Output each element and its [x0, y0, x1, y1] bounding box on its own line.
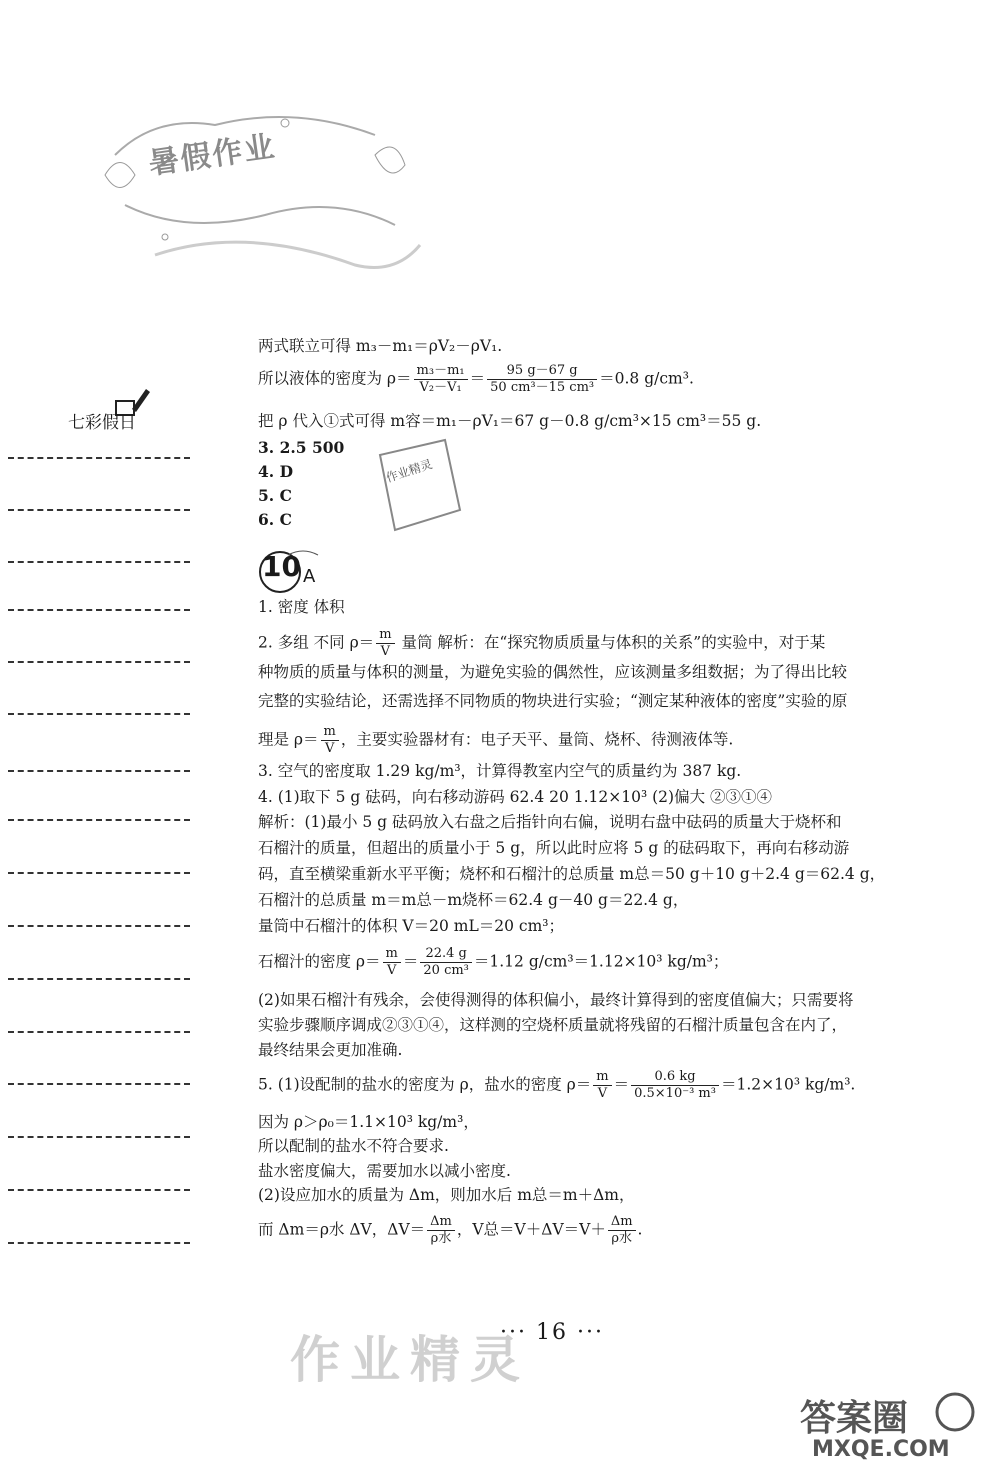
note-line	[8, 978, 190, 980]
note-line	[8, 609, 190, 611]
header-title: 暑假作业	[146, 129, 279, 182]
site-watermark: MXQE.COM	[812, 1437, 950, 1462]
note-line	[8, 872, 190, 874]
text-line: 完整的实验结论，还需选择不同物质的物块进行实验；“测定某种液体的密度”实验的原	[258, 692, 848, 710]
page-number: ··· 16 ···	[500, 1320, 604, 1345]
text-line: 4. (1)取下 5 g 砝码，向右移动游码 62.4 20 1.12×10³ (2)偏大 ②③①④	[258, 788, 772, 806]
stamp-watermark	[365, 435, 465, 535]
text-line: 种物质的质量与体积的测量，为避免实验的偶然性，应该测量多组数据；为了得出比较	[258, 663, 848, 681]
note-line	[8, 1083, 190, 1085]
text-line: 1. 密度 体积	[258, 598, 345, 616]
fraction: $\frac{\text{m₃－m₁}}{\text{V₂－V₁}}$	[414, 363, 468, 396]
text-line: 所以配制的盐水不符合要求.	[258, 1137, 449, 1155]
text-line: 5. (1)设配制的盐水的密度为 ρ，盐水的密度 ρ＝ $\frac{m}{V}$ ＝ $\frac{0.6 kg}{\text{0.5×10⁻³ m³}}$ ＝1.2×10³ kg/m³.	[258, 1069, 856, 1101]
fraction: $\frac{m}{V}$	[593, 1069, 611, 1102]
note-line	[8, 819, 190, 821]
stamp-text: 作业精灵	[384, 456, 435, 486]
fraction: $\frac{m}{V}$	[376, 627, 394, 660]
note-line	[8, 457, 190, 459]
answer-item: 6. C	[258, 510, 292, 529]
note-line	[8, 925, 190, 927]
section-number: 10	[262, 550, 301, 583]
text-line: 2. 多组 不同 ρ＝ $\frac{m}{V}$ 量筒 解析：在“探究物质质量与体积的关系”的实验中，对于某	[258, 627, 826, 659]
note-line	[8, 770, 190, 772]
text-line: 把 ρ 代入①式可得 m容＝m₁－ρV₁＝67 g－0.8 g/cm³×15 cm³＝55 g.	[258, 412, 762, 430]
note-line	[8, 1242, 190, 1244]
text-line: 盐水密度偏大，需要加水以减小密度.	[258, 1162, 511, 1180]
text-line: 量筒中石榴汁的体积 V＝20 mL＝20 cm³；	[258, 917, 565, 935]
answer-item: 5. C	[258, 486, 292, 505]
note-line	[8, 1136, 190, 1138]
footer-watermark: 作业精灵	[290, 1331, 530, 1389]
note-line	[8, 1031, 190, 1033]
text-line: 而 Δm＝ρ水 ΔV，ΔV＝ $\frac{\Delta m}{\text{ρ水}}$ ，V总＝V＋ΔV＝V＋ $\frac{\Delta m}{\text{ρ水}}$ .	[258, 1214, 643, 1246]
text-line: (2)设应加水的质量为 Δm，则加水后 m总＝m＋Δm，	[258, 1186, 635, 1204]
note-line	[8, 1189, 190, 1191]
sidebar-label: 七彩假日	[68, 413, 136, 433]
answer-logo-text: 答案圈	[800, 1398, 909, 1439]
text-line: 所以液体的密度为 ρ＝ $\frac{\text{m₃－m₁}}{\text{V₂－V₁}}$ ＝ $\frac{95 g-67 g}{\text{50 cm³－15 cm³}}$ ＝0.8 g/cm³.	[258, 363, 694, 395]
text-line: 解析：(1)最小 5 g 砝码放入右盘之后指针向右偏，说明右盘中砝码的质量大于烧杯和	[258, 813, 842, 831]
answer-item: 4. D	[258, 462, 294, 481]
text-line: (2)如果石榴汁有残余，会使得测得的体积偏小，最终计算得到的密度值偏大；只需要将	[258, 991, 854, 1009]
note-line	[8, 509, 190, 511]
fraction: $\frac{m}{V}$	[383, 946, 401, 979]
text-line: 理是 ρ＝ $\frac{m}{V}$ ，主要实验器材有：电子天平、量筒、烧杯、待测液体等.	[258, 724, 734, 756]
fraction: $\frac{0.6 kg}{\text{0.5×10⁻³ m³}}$	[631, 1069, 719, 1102]
fraction: $\frac{m}{V}$	[321, 724, 339, 757]
text-line: 因为 ρ＞ρ₀＝1.1×10³ kg/m³，	[258, 1113, 479, 1131]
text-line: 实验步骤顺序调成②③①④，这样测的空烧杯质量就将残留的石榴汁质量包含在内了，	[258, 1016, 848, 1034]
fraction: $\frac{95 g-67 g}{\text{50 cm³－15 cm³}}$	[487, 363, 597, 396]
text-line: 石榴汁的总质量 m＝m总－m烧杯＝62.4 g－40 g＝22.4 g，	[258, 891, 689, 909]
text-line: 码，直至横梁重新水平平衡；烧杯和石榴汁的总质量 m总＝50 g＋10 g＋2.4 g＝62.4 g，	[258, 865, 886, 883]
text-line: 石榴汁的密度 ρ＝ $\frac{m}{V}$ ＝ $\frac{22.4 g}{\text{20 cm³}}$ ＝1.12 g/cm³＝1.12×10³ kg/m³；	[258, 946, 729, 978]
note-line	[8, 561, 190, 563]
answer-item: 3. 2.5 500	[258, 438, 345, 457]
section-letter: A	[303, 566, 316, 587]
note-line	[8, 661, 190, 663]
text-line: 两式联立可得 m₃－m₁＝ρV₂－ρV₁.	[258, 337, 503, 355]
fraction: $\frac{22.4 g}{\text{20 cm³}}$	[420, 946, 472, 979]
fraction: $\frac{\Delta m}{\text{ρ水}}$	[608, 1214, 636, 1247]
fraction: $\frac{\Delta m}{\text{ρ水}}$	[427, 1214, 455, 1247]
text-line: 3. 空气的密度取 1.29 kg/m³，计算得教室内空气的质量约为 387 kg.	[258, 762, 742, 780]
text-line: 最终结果会更加准确.	[258, 1041, 403, 1059]
note-line	[8, 713, 190, 715]
text-line: 石榴汁的质量，但超出的质量小于 5 g，所以此时应将 5 g 的砝码取下，再向右移动游	[258, 839, 850, 857]
